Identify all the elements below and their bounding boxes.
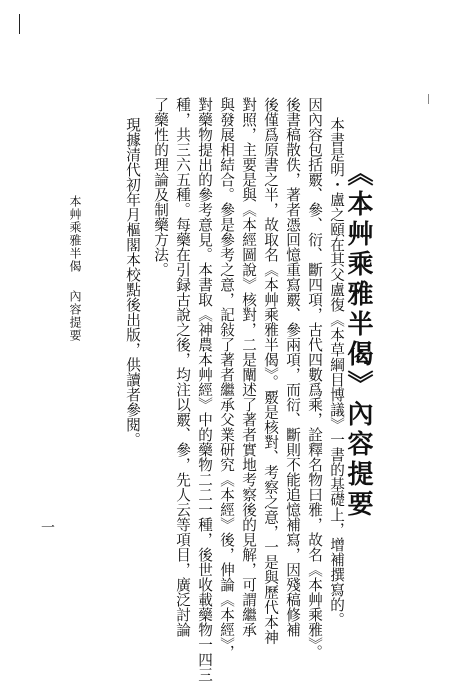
margin-book-title: 本艸乘雅半偈 (68, 195, 82, 273)
text-line-10: 現據清代初年月樞閣本校點後出版，供讀者參閱。 (124, 117, 141, 447)
margin-section-title: 內容提要 (68, 290, 82, 342)
margin-mark (19, 14, 20, 34)
text-line-3: 後書稿散佚，著者憑回憶重寫覈、參兩項，而衍、斷則不能追憶補寫，因殘稿修補 (284, 97, 301, 637)
text-line-8: 種，共三六五種。每藥在引録古說之後，均注以覈、參，先人云等項目，廣泛討論 (174, 97, 191, 637)
text-line-4: 後僅爲原書之半，故取名《本艸乘雅半偈》。覈是核對、考察之意，一是與歷代本神 (262, 97, 279, 645)
text-line-2: 因內容包括覈、參、衍、斷四項，古代四數爲乘，詮釋名物曰雅，故名《本艸乘雅》。 (306, 97, 323, 660)
text-line-1: 本書是明・盧之頤在其父盧復《本草綱目博議》一書的基礎上，增補撰寫的。 (328, 117, 345, 627)
page-title: 《本艸乘雅半偈》內容提要 (343, 160, 373, 520)
page-number: 一 (39, 520, 55, 534)
text-line-5: 對照，主要是與《本經圖說》核對，二是闡述了著者實地考察後的見解，可謂繼承 (240, 97, 257, 637)
text-line-7: 對藥物提出的參考意見。本書取《神農本艸經》中的藥物二二一種，後世收載藥物一四三 (196, 97, 213, 682)
scan-speck (428, 94, 429, 104)
text-line-9: 了藥性的理論及制藥方法。 (152, 97, 169, 277)
text-line-6: 與發展相結合。參是參考之意，記敍了著者繼承父業研究《本經》後，伸論《本經》， (218, 97, 235, 660)
